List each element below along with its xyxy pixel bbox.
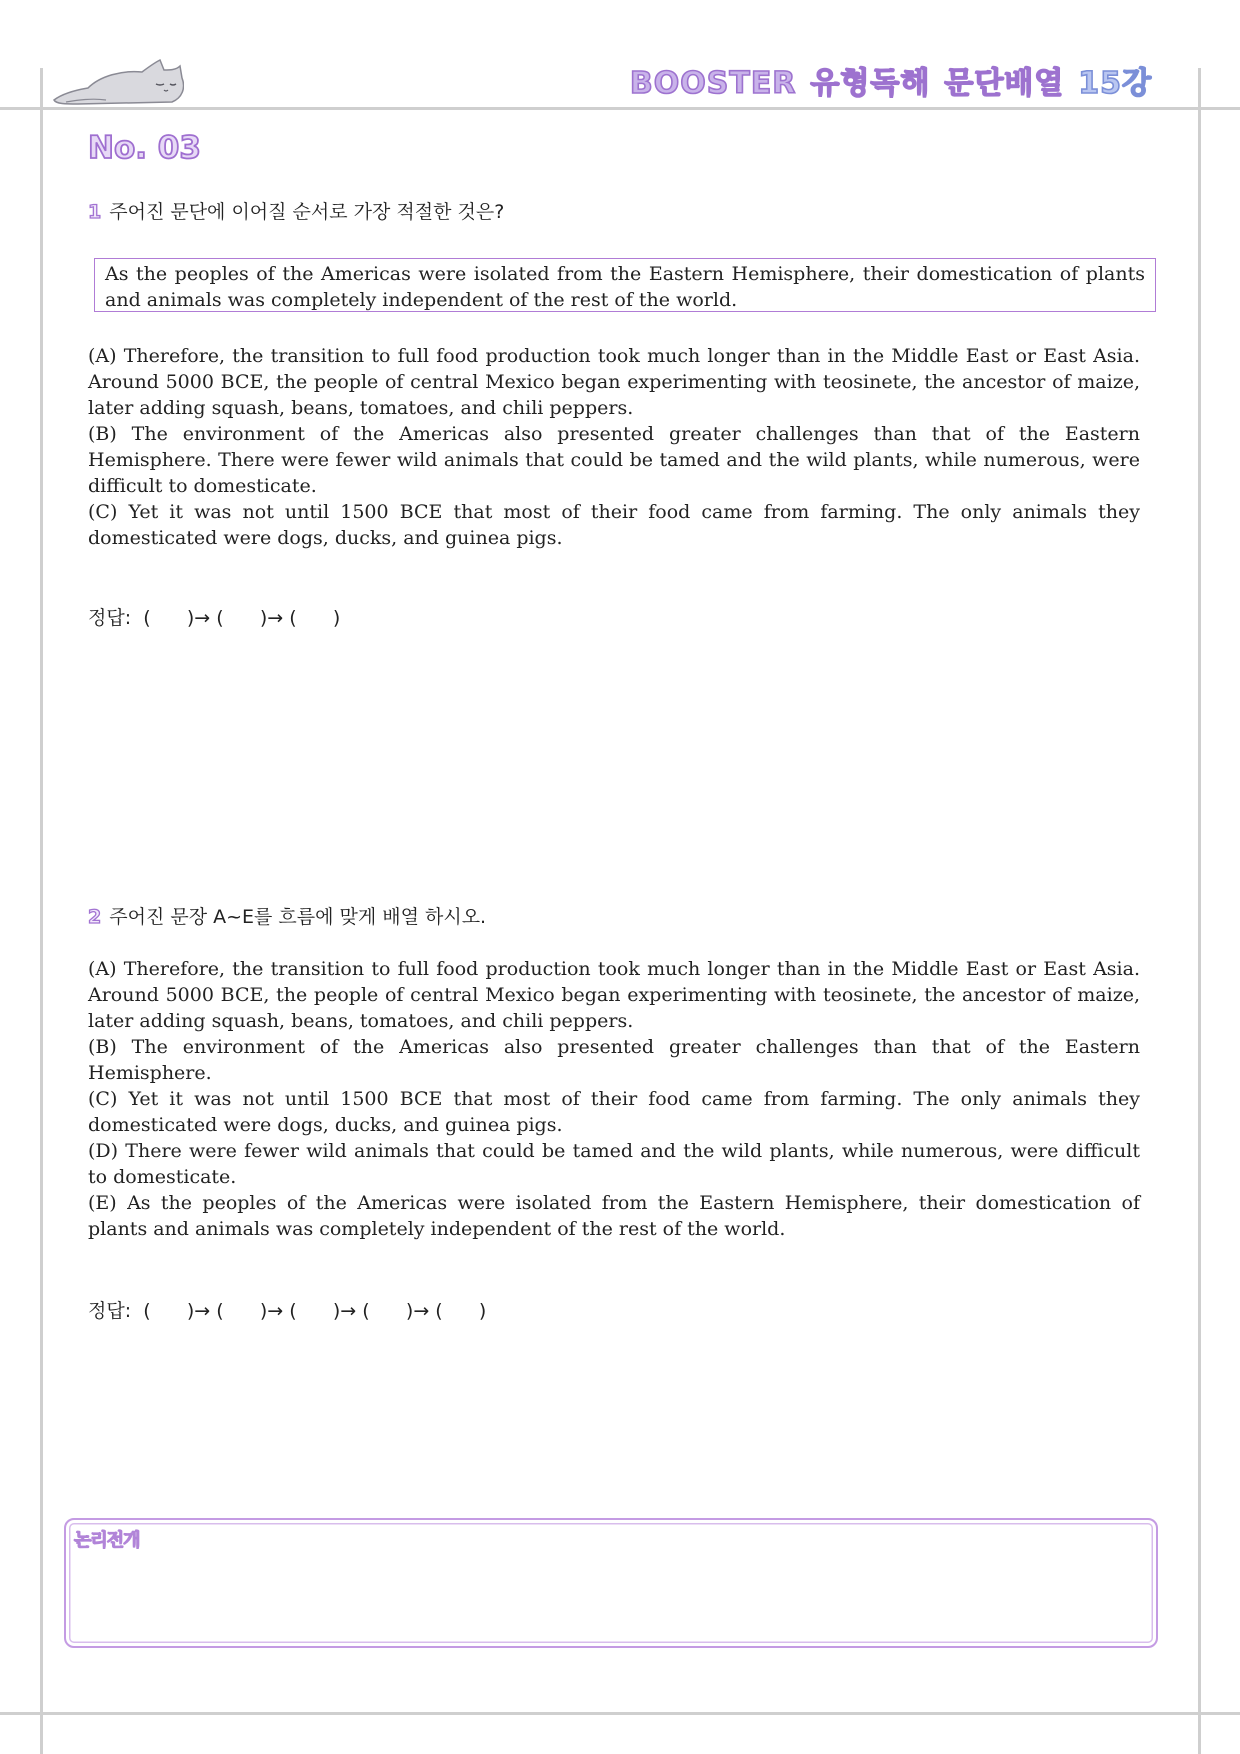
paragraph-b: (B) The environment of the Americas also presented greater challenges than that of the Eastern Hemisphere. There were fewer wild animals that could be tamed and the wild plants, while numerous, were difficult to domesticate. [88,423,1140,497]
question-1-number: 1 [88,201,102,223]
question-1-prompt: 주어진 문단에 이어질 순서로 가장 적절한 것은? [109,201,505,223]
logic-development-label: 논리전개 [74,1530,140,1551]
question-1-paragraphs [88,343,1140,551]
sleeping-cat-icon [48,54,184,110]
sentence-e: (E) As the peoples of the Americas were isolated from the Eastern Hemisphere, their domestication of plants and animals was completely independent of the rest of the world. [88,1192,1140,1240]
sentence-d: (D) There were fewer wild animals that could be tamed and the wild plants, while numerous, were difficult to domesticate. [88,1140,1140,1188]
right-margin-rule [1198,68,1201,1754]
problem-number: No. 03 [88,130,201,166]
sentence-c: (C) Yet it was not until 1500 BCE that most of their food came from farming. The only animals they domesticated were dogs, ducks, and guinea pigs. [88,1088,1140,1136]
lecture-number: 15강 [1078,66,1152,101]
series-title-part: 문단배열 [944,66,1065,101]
header-rule [0,107,1240,110]
question-2-sentences [88,956,1140,1242]
question-1-heading [88,197,504,224]
left-margin-rule [40,68,43,1754]
footer-rule [0,1712,1240,1715]
question-2-number: 2 [88,906,102,928]
given-paragraph-box: As the peoples of the Americas were isolated from the Eastern Hemisphere, their domestication of plants and animals was completely independent of the rest of the world. [94,258,1156,312]
paragraph-a: (A) Therefore, the transition to full food production took much longer than in the Middle East or East Asia. Around 5000 BCE, the people of central Mexico began experimenting with teosinete, the ancestor of maize, later adding squash, beans, tomatoes, and chili peppers. [88,345,1140,419]
series-title-brand: BOOSTER [629,66,797,101]
series-title [630,58,1152,102]
series-title-type: 유형독해 [810,66,931,101]
logic-development-box[interactable] [64,1518,1158,1648]
paragraph-c: (C) Yet it was not until 1500 BCE that most of their food came from farming. The only animals they domesticated were dogs, ducks, and guinea pigs. [88,501,1140,549]
sentence-b: (B) The environment of the Americas also presented greater challenges than that of the Eastern Hemisphere. [88,1036,1140,1084]
sentence-a: (A) Therefore, the transition to full food production took much longer than in the Middle East or East Asia. Around 5000 BCE, the people of central Mexico began experimenting with teosinete, the ancestor of maize, later adding squash, beans, tomatoes, and chili peppers. [88,958,1140,1032]
question-2-prompt: 주어진 문장 A~E를 흐름에 맞게 배열 하시오. [109,906,487,928]
question-2-answer-line[interactable]: 정답: ( )→ ( )→ ( )→ ( )→ ( ) [88,1300,487,1322]
question-1-answer-line[interactable]: 정답: ( )→ ( )→ ( ) [88,607,341,629]
question-2-heading [88,902,486,929]
